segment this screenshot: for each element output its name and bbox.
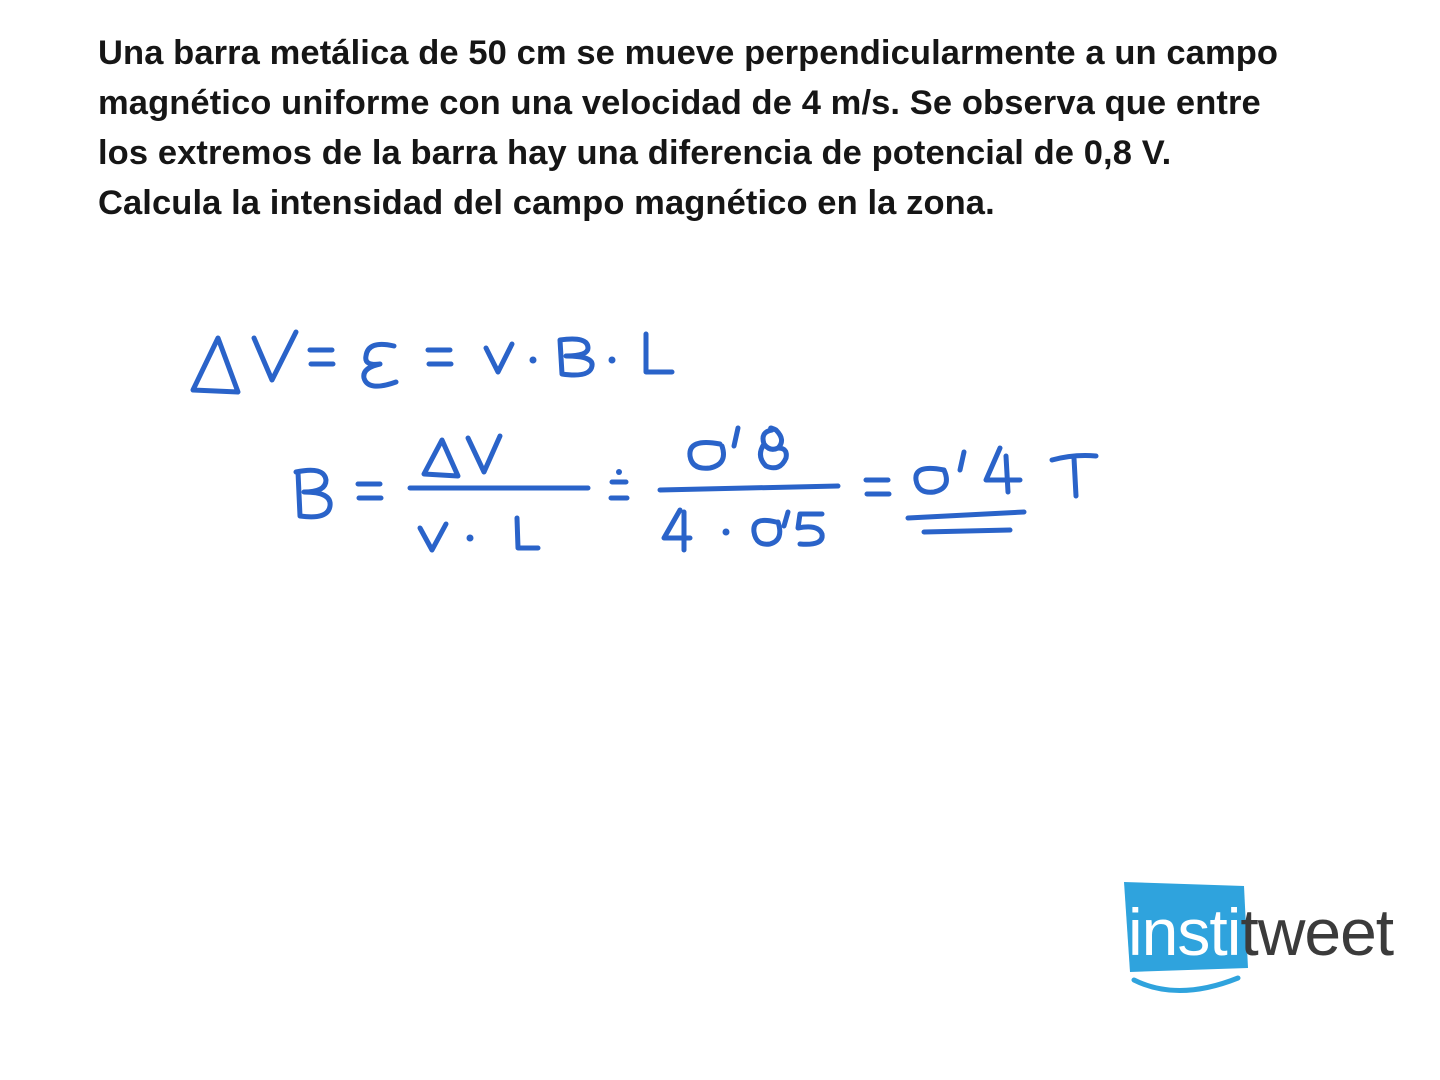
handwritten-equation-1	[193, 332, 672, 392]
problem-line-4: Calcula la intensidad del campo magnético en la zona.	[98, 184, 995, 222]
problem-line-1: Una barra metálica de 50 cm se mueve perpendicularmente a un campo	[98, 34, 1279, 72]
logo-text-insti: insti	[1128, 895, 1241, 969]
problem-line-2: magnético uniforme con una velocidad de 4 m/s. Se observa que entre	[98, 84, 1261, 122]
handwritten-equation-2	[296, 428, 1096, 550]
logo-wordmark	[1128, 892, 1393, 972]
problem-line-3: los extremos de la barra hay una diferencia de potencial de 0,8 V.	[98, 134, 1172, 172]
logo-text-tweet: tweet	[1240, 895, 1394, 969]
institweet-logo	[1118, 876, 1428, 1006]
